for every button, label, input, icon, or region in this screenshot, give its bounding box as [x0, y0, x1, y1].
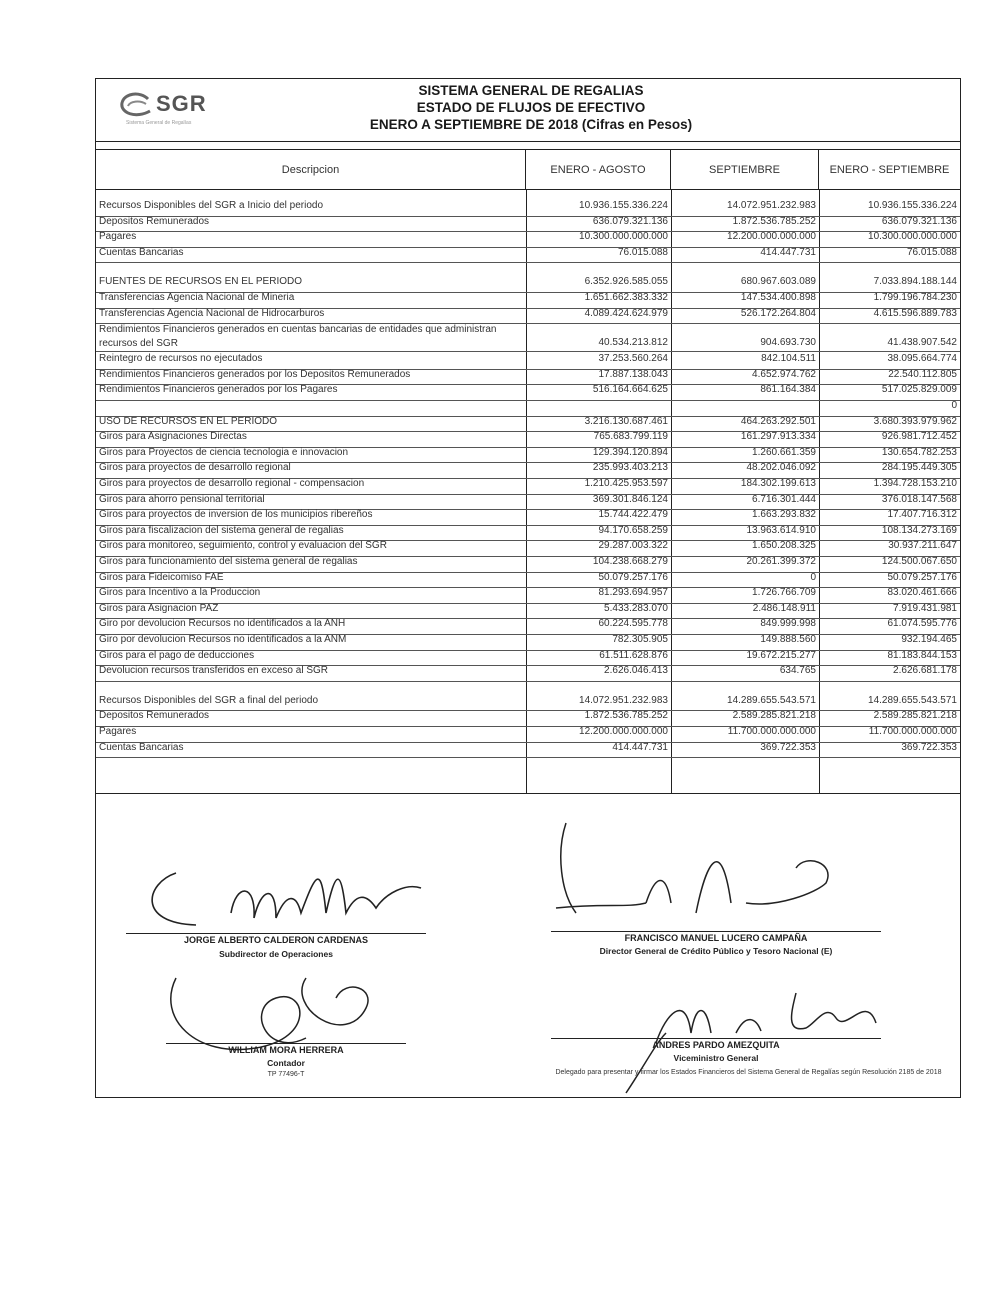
table-row	[96, 509, 960, 526]
logo-tagline: Sistema General de Regalías	[126, 120, 192, 126]
value-enero-septiembre: 369.722.353	[901, 741, 957, 753]
row-description: Giros para Proyectos de ciencia tecnologia e innovacion	[99, 446, 349, 458]
value-septiembre: 14.072.951.232.983	[727, 200, 816, 211]
title-line-1: SISTEMA GENERAL DE REGALIAS	[418, 83, 644, 98]
value-septiembre: 680.967.603.089	[740, 276, 816, 288]
value-septiembre: 149.888.560	[760, 634, 816, 645]
table-row	[96, 556, 960, 573]
row-description: Recursos Disponibles del SGR a final del periodo	[99, 694, 319, 706]
value-enero-septiembre: 83.020.461.666	[887, 587, 957, 599]
value-enero-septiembre: 517.025.829.009	[881, 384, 957, 396]
value-enero-septiembre: 81.183.844.153	[887, 649, 957, 661]
title-line-3: ENERO A SEPTIEMBRE DE 2018 (Cifras en Pesos)	[369, 117, 693, 132]
value-enero-agosto: 50.079.257.176	[598, 571, 668, 583]
value-enero-septiembre: 14.289.655.543.571	[868, 694, 957, 706]
row-description: Giros para ahorro pensional territorial	[99, 493, 265, 505]
value-enero-septiembre: 10.936.155.336.224	[868, 200, 957, 211]
signature-andres-pardo	[616, 963, 906, 1103]
row-description: Giro por devolucion Recursos no identificados a la ANH	[99, 618, 346, 630]
row-description: Giros para fiscalizacion del sistema general de regalias	[99, 524, 344, 536]
value-enero-agosto: 1.210.425.953.597	[584, 478, 668, 489]
statement-titles	[296, 82, 766, 133]
row-description: Transferencias Agencia Nacional de Hidrocarburos	[99, 307, 325, 319]
value-septiembre: 48.202.046.092	[746, 462, 816, 474]
value-enero-agosto: 5.433.283.070	[604, 602, 668, 614]
signature-francisco-lucero	[546, 813, 866, 923]
row-description: Recursos Disponibles del SGR a Inicio del periodo	[99, 200, 324, 211]
table-row	[96, 650, 960, 667]
row-description: Giros para Fideicomiso FAE	[99, 571, 224, 583]
value-enero-septiembre: 2.589.285.821.218	[873, 710, 957, 722]
table-row	[96, 400, 960, 417]
value-enero-agosto: 2.626.046.413	[604, 665, 668, 677]
value-septiembre: 904.693.730	[760, 337, 816, 349]
value-enero-agosto: 516.164.664.625	[592, 384, 668, 396]
value-enero-agosto: 1.651.662.383.332	[584, 292, 668, 303]
value-enero-agosto: 4.089.424.624.979	[584, 307, 668, 319]
signer-name: WILLIAM MORA HERRERA	[228, 1045, 344, 1055]
row-description: Depositos Remunerados	[99, 215, 210, 227]
table-row	[96, 416, 960, 433]
value-septiembre: 842.104.511	[761, 353, 816, 365]
value-enero-septiembre: 30.937.211.647	[888, 540, 957, 552]
signer-delegation-note: Delegado para presentar y firmar los Estados Financieros del Sistema General de Regalías según Resolución 2185 de 2018	[555, 1069, 942, 1076]
value-enero-septiembre: 10.300.000.000.000	[868, 231, 957, 243]
column-header-enero-agosto: ENERO - AGOSTO	[526, 150, 671, 190]
row-description: Reintegro de recursos no ejecutados	[99, 353, 263, 365]
row-description: Depositos Remunerados	[99, 710, 210, 722]
value-septiembre: 6.716.301.444	[752, 493, 816, 505]
value-enero-agosto: 765.683.799.119	[593, 431, 668, 443]
row-description: Devolucion recursos transferidos en exceso al SGR	[99, 665, 328, 677]
value-enero-septiembre: 636.079.321.136	[881, 215, 957, 227]
row-description: Giros para Incentivo a la Produccion	[99, 587, 261, 599]
table-row	[96, 540, 960, 557]
value-enero-agosto: 29.287.003.322	[598, 540, 668, 552]
value-enero-agosto: 81.293.694.957	[598, 587, 668, 599]
row-description: Giros para proyectos de desarrollo regional	[99, 462, 291, 474]
value-enero-agosto: 17.887.138.043	[598, 368, 668, 380]
value-enero-agosto: 94.170.658.259	[598, 524, 668, 536]
value-enero-agosto: 369.301.846.124	[592, 493, 668, 505]
value-enero-agosto: 60.224.595.778	[598, 618, 668, 630]
signature-line	[551, 931, 881, 932]
value-enero-septiembre: 376.018.147.568	[881, 493, 957, 505]
table-row	[96, 603, 960, 620]
value-septiembre: 147.534.400.898	[740, 292, 816, 303]
value-septiembre: 161.297.913.334	[740, 431, 816, 443]
signature-jorge-calderon	[136, 843, 436, 933]
value-enero-agosto: 37.253.560.264	[598, 353, 668, 365]
table-row	[96, 462, 960, 479]
value-enero-agosto: 76.015.088	[617, 246, 668, 258]
signer-name: JORGE ALBERTO CALDERON CARDENAS	[183, 935, 368, 945]
value-septiembre: 1.650.208.325	[752, 540, 816, 552]
value-enero-agosto: 3.216.130.687.461	[584, 415, 668, 427]
table-row	[96, 742, 960, 759]
row-description: Giro por devolucion Recursos no identificados a la ANM	[99, 634, 347, 645]
signer-name: ANDRES PARDO AMEZQUITA	[652, 1040, 780, 1050]
signer-role: Viceministro General	[673, 1053, 759, 1063]
value-enero-agosto: 10.300.000.000.000	[579, 231, 668, 243]
table-row	[96, 231, 960, 248]
row-description: Giros para monitoreo, seguimiento, control y evaluacion del SGR	[99, 540, 387, 552]
value-enero-agosto: 15.744.422.479	[598, 509, 668, 521]
value-enero-septiembre: 932.194.465	[901, 634, 957, 645]
value-septiembre: 1.872.536.785.252	[732, 215, 816, 227]
value-septiembre: 414.447.731	[760, 246, 816, 258]
value-enero-septiembre: 50.079.257.176	[887, 571, 957, 583]
row-description: Rendimientos Financieros generados en cuentas bancarias de entidades que administran recursos del SGR	[99, 324, 497, 350]
row-description: Cuentas Bancarias	[99, 246, 184, 258]
signer-role: Subdirector de Operaciones	[219, 949, 333, 959]
value-septiembre: 2.486.148.911	[752, 602, 816, 614]
table-row	[96, 695, 960, 712]
table-row	[96, 710, 960, 727]
table-row	[96, 726, 960, 743]
title-line-2: ESTADO DE FLUJOS DE EFECTIVO	[416, 100, 646, 115]
signature-area	[96, 793, 960, 1098]
value-enero-septiembre: 7.919.431.981	[893, 602, 957, 614]
value-enero-septiembre: 926.981.712.452	[881, 431, 957, 443]
value-septiembre: 19.672.215.277	[746, 649, 816, 661]
table-row	[96, 216, 960, 233]
value-enero-agosto: 129.394.120.894	[592, 446, 668, 458]
table-row	[96, 323, 960, 352]
value-enero-septiembre: 4.615.596.889.783	[873, 307, 957, 319]
value-enero-septiembre: 3.680.393.979.962	[873, 415, 957, 427]
table-row	[96, 665, 960, 682]
value-enero-septiembre: 1.394.728.153.210	[873, 478, 957, 489]
row-description: Giros para Asignaciones Directas	[99, 431, 247, 443]
value-enero-agosto: 235.993.403.213	[592, 462, 668, 474]
table-row	[96, 353, 960, 370]
value-enero-septiembre: 11.700.000.000.000	[868, 726, 957, 737]
header-spacer	[96, 141, 960, 150]
value-septiembre: 2.589.285.821.218	[732, 710, 816, 722]
value-enero-agosto: 104.238.668.279	[592, 556, 668, 567]
table-row	[96, 447, 960, 464]
table-row	[96, 478, 960, 495]
table-row	[96, 200, 960, 217]
table-row	[96, 384, 960, 401]
row-description: Rendimientos Financieros generados por los Pagares	[99, 384, 338, 396]
column-header-enero-septiembre: ENERO - SEPTIEMBRE	[819, 150, 960, 190]
value-septiembre: 14.289.655.543.571	[727, 694, 816, 706]
value-enero-agosto: 14.072.951.232.983	[579, 694, 668, 706]
sgr-logo	[118, 87, 228, 127]
row-description: Pagares	[99, 231, 137, 243]
sgr-logo-mark-icon	[118, 91, 154, 121]
value-enero-septiembre: 61.074.595.776	[887, 618, 957, 630]
value-septiembre: 861.164.384	[760, 384, 816, 396]
table-row	[96, 431, 960, 448]
signer-tp: TP 77496-T	[267, 1071, 305, 1078]
table-row	[96, 618, 960, 635]
table-row	[96, 276, 960, 293]
row-description: Giros para el pago de deducciones	[99, 649, 255, 661]
value-enero-agosto: 414.447.731	[612, 741, 668, 753]
logo-text: SGR	[156, 91, 207, 116]
value-enero-agosto: 12.200.000.000.000	[579, 726, 668, 737]
value-enero-agosto: 10.936.155.336.224	[579, 200, 668, 211]
table-row	[96, 494, 960, 511]
value-enero-septiembre: 22.540.112.805	[888, 368, 957, 380]
statement-header	[96, 79, 960, 142]
value-enero-septiembre: 2.626.681.178	[893, 665, 957, 677]
signer-name: FRANCISCO MANUEL LUCERO CAMPAÑA	[624, 933, 808, 943]
row-description: Transferencias Agencia Nacional de Mineria	[99, 292, 295, 303]
value-septiembre: 11.700.000.000.000	[727, 726, 816, 737]
row-description: Giros para funcionamiento del sistema general de regalias	[99, 556, 358, 567]
row-description: FUENTES DE RECURSOS EN EL PERIODO	[99, 276, 302, 288]
value-septiembre: 1.726.766.709	[752, 587, 816, 599]
row-description: Giros para Asignacion PAZ	[99, 602, 219, 614]
signature-line	[126, 933, 426, 934]
value-septiembre: 1.260.661.359	[752, 446, 816, 458]
value-enero-septiembre: 76.015.088	[906, 246, 957, 258]
signature-line	[166, 1043, 406, 1044]
table-row	[96, 572, 960, 589]
value-septiembre: 369.722.353	[760, 741, 816, 753]
signer-role: Contador	[267, 1058, 305, 1068]
row-description: Rendimientos Financieros generados por los Depositos Remunerados	[99, 368, 411, 380]
value-septiembre: 1.663.293.832	[752, 509, 816, 521]
value-enero-septiembre: 38.095.664.774	[887, 353, 957, 365]
value-septiembre: 13.963.614.910	[746, 524, 816, 536]
value-enero-septiembre: 124.500.067.650	[881, 556, 957, 567]
value-enero-septiembre: 130.654.782.253	[881, 446, 957, 458]
table-row	[96, 292, 960, 309]
column-header-description: Descripcion	[96, 150, 526, 190]
financial-statement-sheet	[95, 78, 961, 1098]
table-row	[96, 525, 960, 542]
table-row	[96, 634, 960, 651]
value-septiembre: 634.765	[779, 665, 816, 677]
table-row	[96, 247, 960, 264]
value-enero-agosto: 61.511.628.876	[599, 649, 668, 661]
row-description: Giros para proyectos de inversion de los municipios ribereños	[99, 509, 373, 521]
signer-role: Director General de Crédito Público y Tesoro Nacional (E)	[599, 946, 833, 956]
row-description: Giros para proyectos de desarrollo regional - compensacion	[99, 478, 365, 489]
table-row	[96, 587, 960, 604]
signature-line	[551, 1038, 881, 1039]
row-description: USO DE RECURSOS EN EL PERIODO	[99, 415, 277, 427]
value-septiembre: 4.652.974.762	[752, 368, 816, 380]
value-enero-agosto: 40.534.213.812	[598, 337, 668, 349]
value-septiembre: 849.999.998	[760, 618, 816, 630]
value-enero-agosto: 6.352.926.585.055	[584, 276, 668, 288]
value-septiembre: 526.172.264.804	[740, 307, 816, 319]
value-enero-septiembre: 1.799.196.784.230	[873, 292, 957, 303]
row-description: Pagares	[99, 726, 137, 737]
column-header-septiembre: SEPTIEMBRE	[671, 150, 819, 190]
row-description: Cuentas Bancarias	[99, 741, 184, 753]
value-enero-septiembre: 17.407.716.312	[887, 509, 957, 521]
value-septiembre: 0	[810, 571, 816, 583]
value-septiembre: 20.261.399.372	[746, 556, 816, 567]
value-enero-agosto: 636.079.321.136	[592, 215, 668, 227]
value-enero-septiembre: 7.033.894.188.144	[873, 276, 957, 288]
value-enero-septiembre: 0	[951, 400, 957, 411]
value-enero-agosto: 1.872.536.785.252	[584, 710, 668, 722]
value-septiembre: 464.263.292.501	[740, 415, 816, 427]
value-enero-septiembre: 41.438.907.542	[887, 337, 957, 349]
table-row	[96, 308, 960, 325]
value-enero-septiembre: 108.134.273.169	[881, 524, 957, 536]
table-row	[96, 369, 960, 386]
value-septiembre: 184.302.199.613	[740, 478, 816, 489]
value-septiembre: 12.200.000.000.000	[727, 231, 816, 243]
value-enero-agosto: 782.305.905	[612, 634, 668, 645]
value-enero-septiembre: 284.195.449.305	[881, 462, 957, 474]
